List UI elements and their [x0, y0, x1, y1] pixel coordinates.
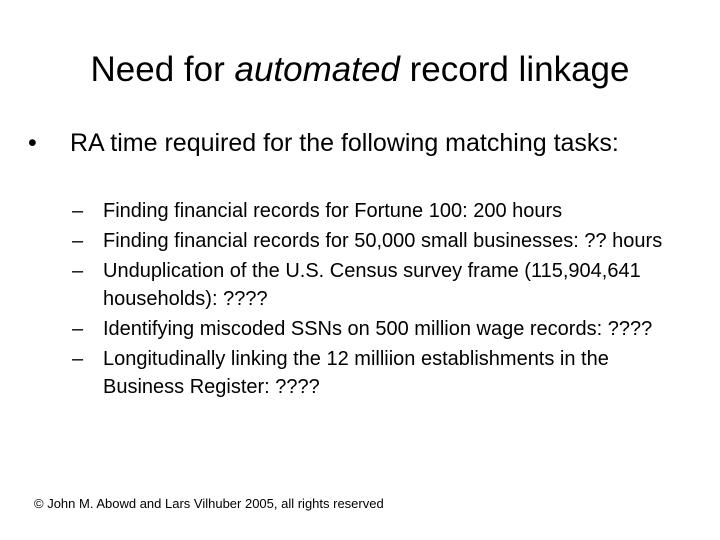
main-bullet-text: RA time required for the following matching tasks: — [70, 129, 619, 157]
title-part-2: record linkage — [399, 50, 630, 89]
title-part-1: Need for — [90, 50, 235, 89]
sub-bullet-text: Unduplication of the U.S. Census survey frame (115,904,641 households): ???? — [103, 260, 641, 310]
main-bullet — [28, 128, 648, 158]
sub-bullet-text: Identifying miscoded SSNs on 500 million wage records: ???? — [103, 318, 653, 340]
sub-bullet-list — [72, 197, 692, 403]
sub-bullet-item — [72, 345, 692, 401]
slide-title — [0, 46, 720, 94]
sub-bullet-text: Finding financial records for Fortune 100: 200 hours — [103, 200, 563, 222]
sub-bullet-text: Finding financial records for 50,000 small businesses: ?? hours — [103, 230, 663, 252]
sub-bullet-item — [72, 315, 692, 343]
dash-icon: – — [72, 200, 84, 222]
dash-icon: – — [72, 260, 84, 282]
bullet-dot-icon: • — [28, 129, 37, 157]
dash-icon: – — [72, 348, 84, 370]
sub-bullet-text: Longitudinally linking the 12 milliion establishments in the Business Register: ???? — [103, 348, 609, 398]
sub-bullet-item — [72, 257, 692, 313]
copyright-footer: © John M. Abowd and Lars Vilhuber 2005, all rights reserved — [34, 496, 384, 511]
title-emphasis: automated — [234, 50, 400, 89]
dash-icon: – — [72, 318, 84, 340]
sub-bullet-item — [72, 197, 692, 225]
sub-bullet-item — [72, 227, 692, 255]
dash-icon: – — [72, 230, 84, 252]
